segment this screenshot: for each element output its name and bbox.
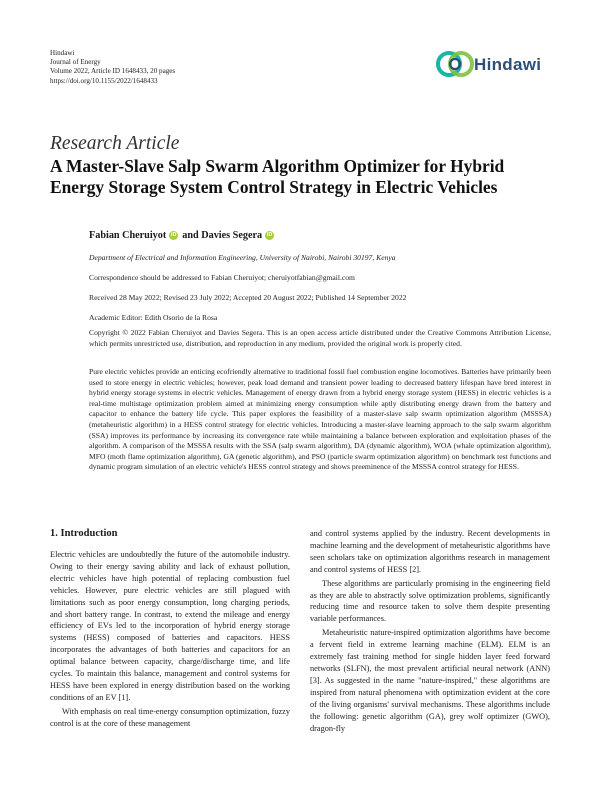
copyright-notice: Copyright © 2022 Fabian Cheruiyot and Davies Segera. This is an open access article distributed under the Creative Commons Attribution License, which permits unrestricted use, distribution, and reproduction in any medium, provided the original work is properly cited. [89,328,551,348]
paragraph: and control systems applied by the industry. Recent developments in machine learning and the development of metaheuristic algorithms have seen scholars take on optimization algorithms research in management and control systems of HESS [2]. [310,529,550,574]
paragraph: Electric vehicles are undoubtedly the future of the automobile industry. Owing to their energy saving ability and lack of exhaust pollution, electric vehicles have high potential of replacing combustion fuel vehicles. However, pure electric vehicles are still plagued with limitations such as poor energy consumption, long charging periods, and short battery range. In contrast, to extend the mileage and energy efficiency of EVs led to the incorporation of hybrid energy storage systems (HESS) composed of batteries and capacitors. HESS incorporates the advantages of both batteries and capacitors for an optimal balance between capacity, charge/discharge time, and life cycles. To maintain this balance, management and control systems for HESS have been explored in energy distribution based on the working conditions of an EV [1]. [50,550,290,702]
body-column-right [310,528,550,734]
journal-meta [50,49,175,86]
paragraph: Metaheuristic nature-inspired optimization algorithms have become a fervent field in extreme learning machine (ELM). ELM is an extremely fast training method for single hidden layer feed forward networks (SLFN), the most prevalent artificial neural network (ANN) [3]. As suggested in the name "nature-inspired," these algorithms are inspired from natural phenomena with optimization evident at the core of the living organisms' survival mechanisms. These algorithms include the following: genetic algorithm (GA), grey wolf optimizer (GWO), dragon-fly [310,628,550,733]
paper-title: A Master-Slave Salp Swarm Algorithm Optimizer for Hybrid Energy Storage System Control Strategy in Electric Vehicles [50,156,505,197]
section-heading: 1. Introduction [50,528,118,539]
author-connector: and [182,230,199,241]
publisher-name: Hindawi [50,49,75,57]
author-name[interactable]: Davies Segera [201,230,263,241]
author-list [89,230,278,241]
author-name[interactable]: Fabian Cheruiyot [89,230,167,241]
publication-dates: Received 28 May 2022; Revised 23 July 2022; Accepted 20 August 2022; Published 14 September 2022 [89,293,407,302]
orcid-icon[interactable]: iD [171,232,177,238]
orcid-icon[interactable]: iD [266,232,273,238]
article-type: Research Article [50,133,180,154]
abstract: Pure electric vehicles provide an enticing ecofriendly alternative to traditional fossil fuel combustion engine locomotives. Batteries have primarily been used to store energy in electric vehicles; however, peak load demand and transient power leading to decreased battery lifespan have bred interest in hybrid energy storage systems in electric vehicles. Management of energy drawn from a hybrid energy storage system (HESS) in electric vehicles is a real-time multistage optimization problem aimed at minimizing energy consumption while aptly distributing energy drawn from the battery and capacitor to enhance the battery life cycle. This paper explores the feasibility of a master-slave salp swarm optimization algorithm (MSSSA) (metaheuristic algorithm) in a HESS control strategy for electric vehicles. Introducing a master-slave learning approach to the salp swarm algorithm (SSA) improves its performance by increasing its convergence rate while maintaining a balance between exploration and exploitation phases of the algorithm. A comparison of the MSSSA results with the SSA (salp swarm algorithm), DA (dynamic algorithm), WOA (whale optimization algorithm), MFO (moth flame optimization algorithm), GA (genetic algorithm), and PSO (particle swarm optimization algorithm) on benchmark test functions and dynamic program simulation of an electric vehicle's HESS control strategy and shows preeminence of the MSSSA control strategy for HESS. [89,367,551,472]
academic-editor: Academic Editor: Edith Osorio de la Rosa [89,313,218,322]
journal-name: Journal of Energy [50,58,101,67]
paragraph: These algorithms are particularly promising in the engineering field as they are able to abstractly solve optimization problems, significantly reducing time and resource taken to solve them despite presenting variable performances. [310,578,550,624]
volume-info: Volume 2022, Article ID 1648433, 20 pages [50,67,176,76]
doi-link[interactable]: https://doi.org/10.1155/2022/1648433 [50,76,158,85]
body-column-left [50,528,290,730]
paragraph: With emphasis on real time-energy consumption optimization, fuzzy control is at the core of these management [50,706,290,728]
affiliation: Department of Electrical and Information Engineering, University of Nairobi, Nairobi 30197, Kenya [89,253,396,262]
hindawi-logo-text: Hindawi [474,55,542,74]
correspondence: Correspondence should be addressed to Fabian Cheruiyot; cheruiyotfabian@gmail.com [89,273,355,282]
